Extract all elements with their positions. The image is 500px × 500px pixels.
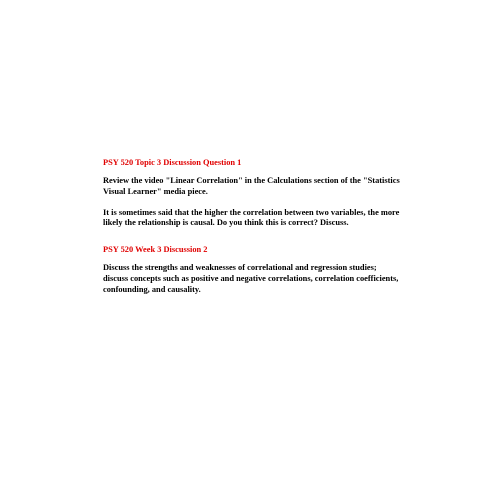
section-1-paragraph-2: It is sometimes said that the higher the correlation between two variables, the more likely the relationship is causal. Do you think this is correct? Discuss. xyxy=(103,207,400,228)
spacer xyxy=(103,229,403,244)
section-1-paragraph-1: Review the video "Linear Correlation" in the Calculations section of the "Statistics Visual Learner" media piece. xyxy=(103,176,400,196)
section-2-paragraph-1: Discuss the strengths and weaknesses of correlational and regression studies; discuss concepts such as positive and negative correlations, correlation coefficients, confounding, and causality. xyxy=(103,263,399,294)
section-1-heading: PSY 520 Topic 3 Discussion Question 1 xyxy=(103,158,242,167)
spacer xyxy=(103,255,403,263)
spacer xyxy=(103,198,403,208)
section-2-heading: PSY 520 Week 3 Discussion 2 xyxy=(103,245,208,255)
document-content xyxy=(103,157,403,296)
spacer xyxy=(103,168,403,176)
